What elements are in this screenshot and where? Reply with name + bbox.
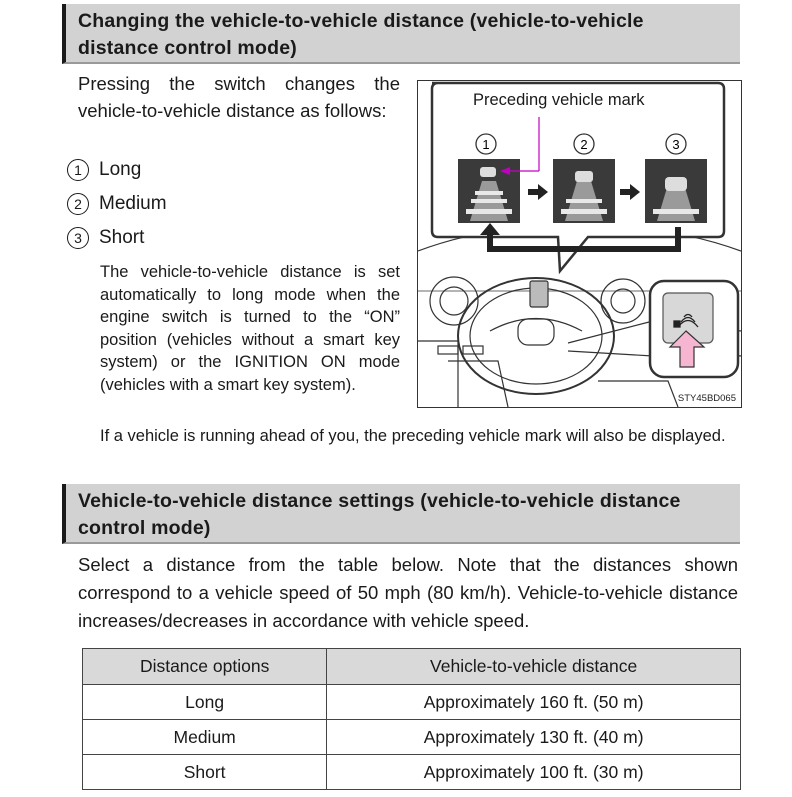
table-row [83,720,741,755]
default-mode-note: The vehicle-to-vehicle distance is set automatically to long mode when the engine switch is turned to the “ON” position (vehicles without a smart key system) or the IGNITION ON mode (vehicles with a smart key system). [100,263,400,394]
step-number: 2 [580,137,588,152]
figure-code: STY45BD065 [677,393,736,404]
option-label: Medium [99,193,167,214]
table-cell: Approximately 100 ft. (30 m) [327,755,741,790]
preceding-vehicle-mark-label: Preceding vehicle mark [473,91,645,109]
circled-number: 1 [67,159,89,181]
preceding-vehicle-note: If a vehicle is running ahead of you, the preceding vehicle mark will also be displayed. [100,427,726,445]
table-header-row [83,649,741,685]
settings-paragraph: Select a distance from the table below. Note that the distances shown correspond to a vehicle speed of 50 mph (80 km/h). Vehicle-to-vehicle distance increases/decreases in accordance with vehicle speed. [78,554,738,631]
illustration-dashboard [417,80,742,408]
display-screen-medium [553,159,615,223]
table-cell: Short [83,755,327,790]
display-screen-long [458,159,520,223]
header-distance-options: Distance options [83,649,327,685]
circled-number: 2 [67,193,89,215]
header-vehicle-distance: Vehicle-to-vehicle distance [327,649,741,685]
table-cell: Long [83,685,327,720]
section-heading-distance-settings: Vehicle-to-vehicle distance settings (vehicle-to-vehicle distance control mode) [62,484,740,544]
option-medium [67,192,167,216]
option-label: Long [99,159,142,180]
table-cell: Medium [83,720,327,755]
option-short [67,226,144,250]
step-number: 1 [482,137,490,152]
circled-number: 3 [67,227,89,249]
dashboard-illustration-svg [418,81,741,407]
table-row [83,755,741,790]
option-long [67,158,141,182]
table-cell: Approximately 130 ft. (40 m) [327,720,741,755]
distance-table [82,648,741,790]
intro-paragraph: Pressing the switch changes the vehicle-to-vehicle distance as follows: [78,73,400,121]
table-row [83,685,741,720]
step-number: 3 [672,137,680,152]
table-cell: Approximately 160 ft. (50 m) [327,685,741,720]
display-screen-short [645,159,707,223]
section-heading-changing-distance: Changing the vehicle-to-vehicle distance (vehicle-to-vehicle distance control mode) [62,4,740,64]
option-label: Short [99,227,145,248]
